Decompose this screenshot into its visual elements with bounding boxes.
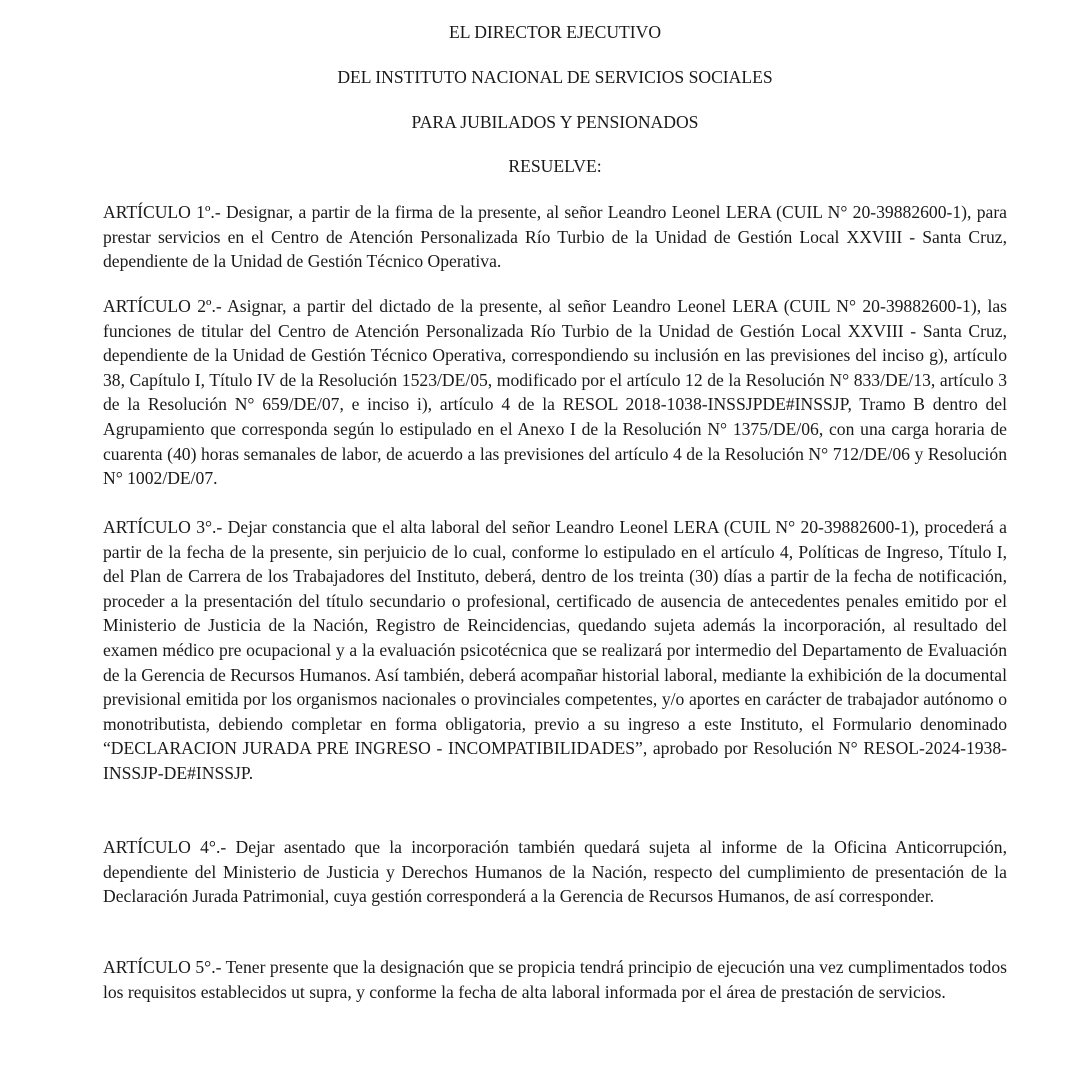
- header-title-line-2: DEL INSTITUTO NACIONAL DE SERVICIOS SOCIALES: [337, 67, 773, 87]
- header-title-line-3: PARA JUBILADOS Y PENSIONADOS: [411, 112, 699, 132]
- article-2: ARTÍCULO 2º.- Asignar, a partir del dictado de la presente, al señor Leandro Leonel LERA (CUIL N° 20-39882600-1), las funciones de titular del Centro de Atención Personalizada Río Turbio de la Unidad de Gestión Local XXVIII - Santa Cruz, dependiente de la Unidad de Gestión Técnico Operativa, correspondiendo su inclusión en las previsiones del inciso g), artículo 38, Capítulo I, Título IV de la Resolución 1523/DE/05, modificado por el artículo 12 de la Resolución N° 833/DE/13, artículo 3 de la Resolución N° 659/DE/07, e inciso i), artículo 4 de la RESOL 2018-1038-INSSJPDE#INSSJP, Tramo B dentro del Agrupamiento que corresponda según lo estipulado en el Anexo I de la Resolución N° 1375/DE/06, con una carga horaria de cuarenta (40) horas semanales de labor, de acuerdo a las previsiones del artículo 4 de la Resolución N° 712/DE/06 y Resolución N° 1002/DE/07.: [103, 296, 1007, 489]
- resolution-heading: RESUELVE:: [508, 156, 602, 176]
- article-1: ARTÍCULO 1º.- Designar, a partir de la firma de la presente, al señor Leandro Leonel LERA (CUIL N° 20-39882600-1), para prestar servicios en el Centro de Atención Personalizada Río Turbio de la Unidad de Gestión Local XXVIII - Santa Cruz, dependiente de la Unidad de Gestión Técnico Operativa.: [103, 202, 1007, 272]
- article-3: ARTÍCULO 3°.- Dejar constancia que el alta laboral del señor Leandro Leonel LERA (CUIL N° 20-39882600-1), procederá a partir de la fecha de la presente, sin perjuicio de lo cual, conforme lo estipulado en el artículo 4, Políticas de Ingreso, Título I, del Plan de Carrera de los Trabajadores del Instituto, deberá, dentro de los treinta (30) días a partir de la fecha de notificación, proceder a la presentación del título secundario o profesional, certificado de ausencia de antecedentes penales emitido por el Ministerio de Justicia de la Nación, Registro de Reincidencias, quedando sujeta además la incorporación, al resultado del examen médico pre ocupacional y a la evaluación psicotécnica que se realizará por intermedio del Departamento de Evaluación de la Gerencia de Recursos Humanos. Así también, deberá acompañar historial laboral, mediante la exhibición de la documental previsional emitida por los organismos nacionales o provinciales competentes, y/o aportes en carácter de trabajador autónomo o monotributista, debiendo completar en forma obligatoria, previo a su ingreso a este Instituto, el Formulario denominado “DECLARACION JURADA PRE INGRESO - INCOMPATIBILIDADES”, aprobado por Resolución N° RESOL-2024-1938-INSSJP-DE#INSSJP.: [103, 517, 1007, 783]
- article-4: ARTÍCULO 4°.- Dejar asentado que la incorporación también quedará sujeta al informe de la Oficina Anticorrupción, dependiente del Ministerio de Justicia y Derechos Humanos de la Nación, respecto del cumplimiento de presentación de la Declaración Jurada Patrimonial, cuya gestión corresponderá a la Gerencia de Recursos Humanos, de así corresponder.: [103, 837, 1007, 907]
- header-title-line-1: EL DIRECTOR EJECUTIVO: [448, 22, 662, 42]
- article-5: ARTÍCULO 5°.- Tener presente que la designación que se propicia tendrá principio de ejecución una vez cumplimentados todos los requisitos establecidos ut supra, y conforme la fecha de alta laboral informada por el área de prestación de servicios.: [103, 957, 1007, 1002]
